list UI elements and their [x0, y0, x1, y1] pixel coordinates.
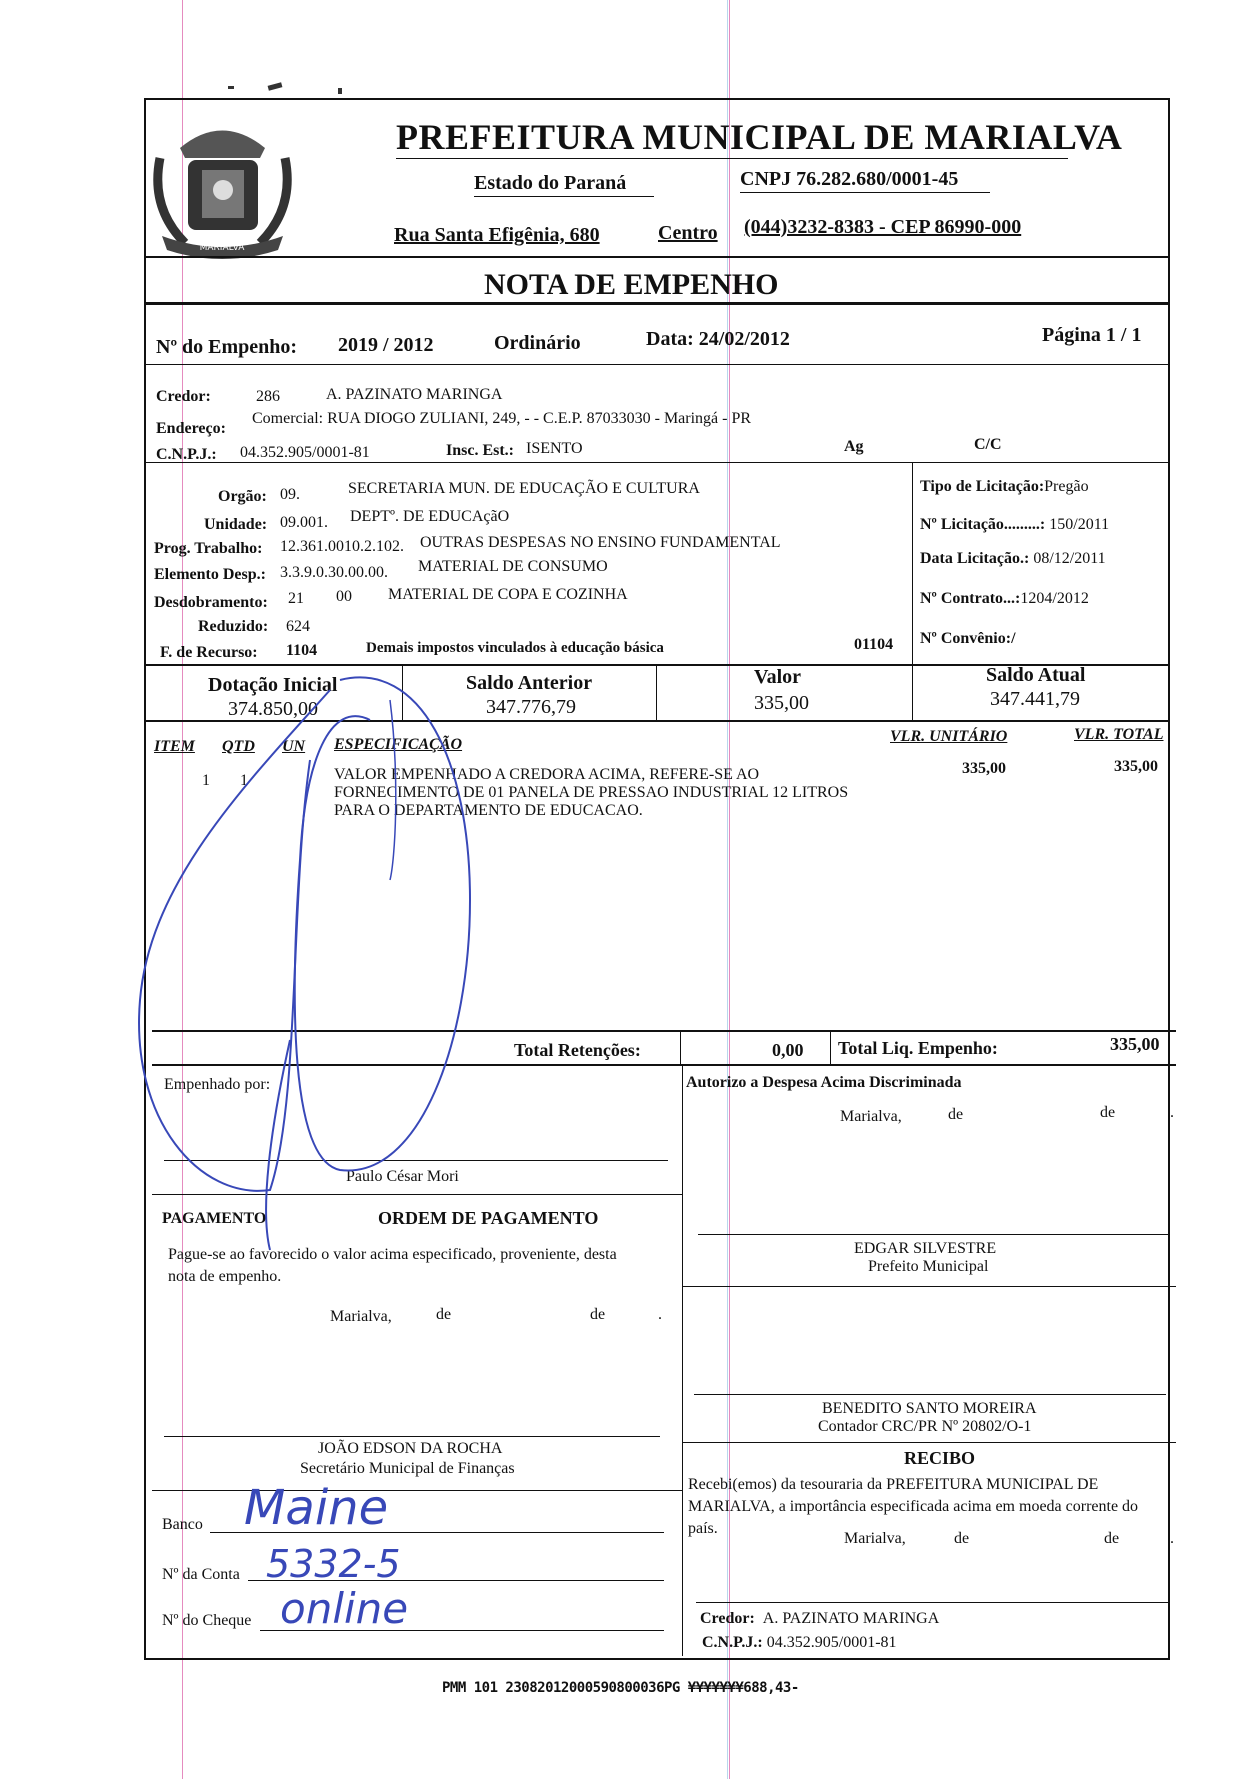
- divider: [912, 462, 913, 666]
- autorizo-label: Autorizo a Despesa Acima Discriminada: [686, 1074, 962, 1091]
- banco-label: Banco: [162, 1516, 203, 1533]
- recibo-cnpj-label: C.N.P.J.:: [702, 1634, 763, 1651]
- cheque-handwriting: online: [280, 1584, 409, 1633]
- elem-value: MATERIAL DE CONSUMO: [418, 558, 608, 575]
- empenho-label: Nº do Empenho:: [156, 336, 298, 358]
- empenhado-name: Paulo César Mori: [346, 1168, 459, 1185]
- divider: [145, 364, 1169, 365]
- insc-value: ISENTO: [526, 440, 583, 457]
- coat-of-arms-icon: [150, 118, 295, 268]
- endereco-label: Endereço:: [156, 420, 226, 437]
- marialva-date-label: Marialva,: [844, 1530, 906, 1547]
- empenho-number: 2019 / 2012: [338, 334, 434, 356]
- row-total-price: 335,00: [1114, 758, 1158, 775]
- insc-label: Insc. Est.:: [446, 442, 515, 459]
- tipo-licitacao-value: Pregão: [1044, 478, 1089, 495]
- divider: [912, 664, 913, 720]
- dotacao-value: 374.850,00: [228, 698, 318, 720]
- empenho-type: Ordinário: [494, 332, 581, 354]
- row-unit-price: 335,00: [962, 760, 1006, 777]
- divider: [656, 664, 657, 720]
- date-dot: .: [658, 1306, 662, 1323]
- row-spec-line-1: VALOR EMPENHADO A CREDORA ACIMA, REFERE-SE AO: [334, 766, 760, 783]
- pagamento-label: PAGAMENTO: [162, 1210, 267, 1227]
- saldo-anterior-label: Saldo Anterior: [466, 672, 593, 694]
- convenio-label: Nº Convênio:/: [920, 630, 1016, 647]
- divider: [396, 158, 1068, 159]
- divider: [145, 302, 1169, 305]
- signature-line: [694, 1394, 1166, 1395]
- date-de: de: [436, 1306, 452, 1323]
- row-spec-line-3: PARA O DEPARTAMENTO DE EDUCACAO.: [334, 802, 643, 819]
- row-spec-line-2: FORNECIMENTO DE 01 PANELA DE PRESSAO INDUSTRIAL 12 LITROS: [334, 784, 849, 801]
- desd-label: Desdobramento:: [154, 594, 268, 611]
- recibo-text-line-2: MARIALVA, a importância especificada acima em moeda corrente do: [688, 1498, 1139, 1515]
- conta-handwriting: 5332-5: [266, 1542, 401, 1586]
- divider: [145, 720, 1169, 722]
- saldo-atual-value: 347.441,79: [990, 688, 1080, 710]
- data-licitacao-value: 08/12/2011: [1033, 550, 1106, 567]
- banco-handwriting: Maine: [244, 1480, 389, 1536]
- divider: [152, 1490, 682, 1491]
- saldo-atual-label: Saldo Atual: [986, 664, 1086, 686]
- divider: [682, 1064, 683, 1656]
- signature-line: [696, 1602, 1168, 1603]
- dotacao-label: Dotação Inicial: [208, 674, 338, 696]
- signature-line: [164, 1160, 668, 1161]
- divider: [740, 192, 990, 193]
- data-licitacao-label: Data Licitação.:: [920, 550, 1030, 567]
- reduzido-value: 624: [286, 618, 310, 635]
- unidade-label: Unidade:: [204, 516, 268, 533]
- speck: [228, 86, 234, 89]
- divider: [152, 1064, 1176, 1066]
- liquido-label: Total Liq. Empenho:: [838, 1038, 998, 1058]
- secretario-role: Secretário Municipal de Finanças: [300, 1460, 515, 1477]
- credor-name: A. PAZINATO MARINGA: [326, 386, 503, 403]
- unidade-code: 09.001.: [280, 514, 328, 531]
- machine-code: PMM 101 23082012000590800036PG ¥¥¥¥¥¥¥688,43-: [442, 1680, 799, 1696]
- item-header: ITEM: [154, 738, 195, 755]
- recibo-credor-name: A. PAZINATO MARINGA: [762, 1610, 940, 1627]
- valor-value: 335,00: [754, 692, 809, 714]
- divider: [152, 1030, 1176, 1032]
- endereco-value: Comercial: RUA DIOGO ZULIANI, 249, - - C.E.P. 87033030 - Maringá - PR: [252, 410, 752, 427]
- reduzido-label: Reduzido:: [198, 618, 269, 635]
- state-label: Estado do Paraná: [474, 172, 627, 194]
- divider: [682, 1286, 1176, 1287]
- contrato-value: 1204/2012: [1020, 590, 1089, 607]
- speck: [268, 82, 283, 90]
- pague-text-line-1: Pague-se ao favorecido o valor acima especificado, proveniente, desta: [168, 1246, 617, 1263]
- credor-label: Credor:: [156, 388, 211, 405]
- tipo-licitacao-label: Tipo de Licitação:: [920, 478, 1045, 495]
- desd-sub: 00: [336, 588, 352, 605]
- row-item: 1: [202, 772, 210, 789]
- recibo-cnpj-value: 04.352.905/0001-81: [766, 1634, 897, 1651]
- date-dot: .: [1170, 1104, 1174, 1121]
- recibo-text-line-1: Recebi(emos) da tesouraria da PREFEITURA MUNICIPAL DE: [688, 1476, 1099, 1493]
- divider: [474, 196, 654, 197]
- page-number: Página 1 / 1: [1042, 324, 1142, 346]
- cnpj-value: 04.352.905/0001-81: [240, 444, 370, 461]
- date-de: de: [1100, 1104, 1116, 1121]
- page-title: PREFEITURA MUNICIPAL DE MARIALVA: [396, 117, 1123, 157]
- total-price-header: VLR. TOTAL: [1074, 726, 1164, 743]
- valor-label: Valor: [754, 666, 802, 688]
- divider: [682, 1442, 1176, 1443]
- secretario-name: JOÃO EDSON DA ROCHA: [318, 1440, 503, 1457]
- credor-code: 286: [256, 388, 280, 405]
- divider: [830, 1030, 831, 1064]
- contrato-label: Nº Contrato...:: [920, 590, 1021, 607]
- prog-value: OUTRAS DESPESAS NO ENSINO FUNDAMENTAL: [420, 534, 781, 551]
- unit-price-header: VLR. UNITÁRIO: [890, 728, 1008, 745]
- divider: [145, 256, 1169, 258]
- prefeito-role: Prefeito Municipal: [868, 1258, 989, 1275]
- recurso-label: F. de Recurso:: [160, 644, 258, 661]
- retencoes-label: Total Retenções:: [514, 1040, 641, 1060]
- divider: [145, 462, 1169, 463]
- divider: [680, 1030, 681, 1064]
- doc-title: NOTA DE EMPENHO: [484, 268, 779, 301]
- saldo-anterior-value: 347.776,79: [486, 696, 576, 718]
- recurso-code: 1104: [286, 642, 318, 659]
- pague-text-line-2: nota de empenho.: [168, 1268, 282, 1285]
- un-header: UN: [282, 738, 306, 755]
- cheque-label: Nº do Cheque: [162, 1612, 252, 1629]
- date-de: de: [590, 1306, 606, 1323]
- recibo-text-line-3: país.: [688, 1520, 718, 1537]
- date-dot: .: [1170, 1530, 1174, 1547]
- liquido-value: 335,00: [1110, 1034, 1160, 1054]
- qtd-header: QTD: [222, 738, 255, 755]
- marialva-date-label: Marialva,: [330, 1308, 392, 1325]
- cnpj-label: C.N.P.J.:: [156, 446, 217, 463]
- orgao-label: Orgão:: [218, 488, 267, 505]
- cc-label: C/C: [974, 436, 1002, 453]
- signature-line: [698, 1234, 1168, 1235]
- signature-line: [164, 1436, 660, 1437]
- date-de: de: [948, 1106, 964, 1123]
- num-licitacao-label: Nº Licitação.........:: [920, 516, 1046, 533]
- cnpj-label: CNPJ 76.282.680/0001-45: [740, 168, 959, 190]
- prefeito-name: EDGAR SILVESTRE: [854, 1240, 997, 1257]
- recurso-value: Demais impostos vinculados à educação básica: [366, 640, 664, 656]
- address-label: Rua Santa Efigênia, 680: [394, 224, 600, 246]
- recibo-label: RECIBO: [904, 1448, 976, 1468]
- retencoes-value: 0,00: [772, 1040, 804, 1060]
- spec-header: ESPECIFICAÇÃO: [334, 736, 463, 753]
- desd-value: MATERIAL DE COPA E COZINHA: [388, 586, 628, 603]
- phone-cep-label: (044)3232-8383 - CEP 86990-000: [744, 216, 1022, 238]
- unidade-value: DEPTº. DE EDUCAçãO: [350, 508, 510, 525]
- svg-text:MARIALVA: MARIALVA: [199, 243, 245, 253]
- empenho-date: Data: 24/02/2012: [646, 328, 790, 350]
- elem-code: 3.3.9.0.30.00.00.: [280, 564, 388, 581]
- empenhado-label: Empenhado por:: [164, 1076, 271, 1093]
- divider: [152, 1194, 682, 1195]
- district-label: Centro: [658, 222, 718, 244]
- row-qtd: 1: [240, 772, 248, 789]
- date-de: de: [1104, 1530, 1120, 1547]
- num-licitacao-value: 150/2011: [1049, 516, 1110, 533]
- orgao-code: 09.: [280, 486, 300, 503]
- prog-label: Prog. Trabalho:: [154, 540, 263, 557]
- divider: [402, 664, 403, 720]
- marialva-date-label: Marialva,: [840, 1108, 902, 1125]
- contador-name: BENEDITO SANTO MOREIRA: [822, 1400, 1037, 1417]
- recibo-credor-label: Credor:: [700, 1610, 755, 1627]
- prog-code: 12.361.0010.2.102.: [280, 538, 404, 555]
- desd-code: 21: [288, 590, 304, 607]
- date-de: de: [954, 1530, 970, 1547]
- contador-role: Contador CRC/PR Nº 20802/O-1: [818, 1418, 1032, 1435]
- ordem-pagamento-label: ORDEM DE PAGAMENTO: [378, 1208, 599, 1228]
- recurso-number: 01104: [854, 636, 894, 653]
- orgao-value: SECRETARIA MUN. DE EDUCAÇÃO E CULTURA: [348, 480, 700, 497]
- conta-label: Nº da Conta: [162, 1566, 240, 1583]
- ag-label: Ag: [844, 438, 864, 455]
- speck: [338, 88, 342, 94]
- elem-label: Elemento Desp.:: [154, 566, 266, 583]
